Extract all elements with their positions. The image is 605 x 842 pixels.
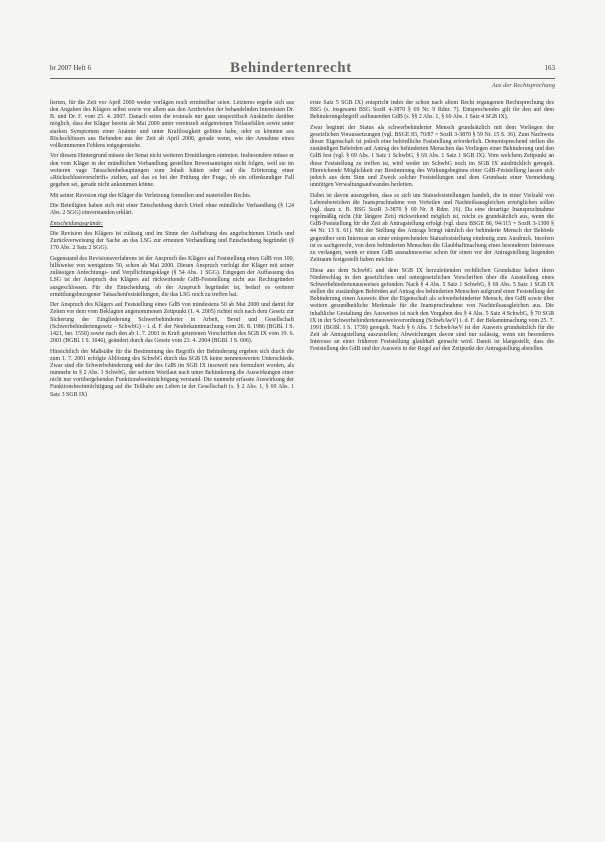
header-rule <box>50 78 555 79</box>
section-title: Aus der Rechtsprechung <box>491 82 555 89</box>
page-number: 163 <box>544 64 555 72</box>
paragraph: Zwar beginnt der Status als schwerbehinderter Mensch grundsätzlich mit dem Vorliegen der gesetzlichen Voraussetzungen (vgl. BSGE 83, 70/87 = SozR 3-3870 § 59 Nr. 15 S. 36). Zum Nachweis dieser Eigenschaft ist jedoch eine behördliche Feststellung erforderlich. Dementsprechend stellen die zuständigen Behörden auf Antrag des behinderten Menschen das Vorliegen einer Behinderung und den GdB fest (vgl. § 69 Abs. 1 Satz 1 SchwbG, § 69 Abs. 1 Satz 1 SGB IX). Vom welchem Zeitpunkt an diese Feststellung zu treffen ist, wird weder im SchwbG noch im SGB IX ausdrücklich geregelt. Hinreichende Möglichkeit zur Bestimmung des Wirkungsbeginns einer GdB-Feststellung lassen sich jedoch aus dem Sinn und Zweck solcher Feststellungen und dem Grundsatz einer Vermeidung unnötigen Verwaltungsaufwandes herleiten. <box>310 124 554 189</box>
paragraph: Dabei ist davon auszugehen, dass es sich um Statusfeststellungen handelt, die in einer Vielzahl von Lebensbereichen die Inanspruchnahme von Vorteilen und Nachteilsausgleichen ermöglichen sollen (vgl. dazu z. B. BSG SozR 3-3870 § 69 Nr. 8 Rdnr. 16). Da eine derartige Inanspruchnahme regelmäßig nicht (für längere Zeit) rückwirkend möglich ist, reicht es grundsätzlich aus, wenn die GdB-Feststellung für die Zeit ab Antragstellung erfolgt (vgl. dazu BSGE 86, 94/115 = SozR 3-1300 § 44 Nr. 13 S. 61). Mit der Stellung des Antrags bringt nämlich der behinderte Mensch der Behörde gegenüber sein Interesse an einer entsprechenden Statusfeststellung eindeutig zum Ausdruck. Insofern ist es sachgerecht, von dem behinderten Menschen die Glaubhaftmachung eines besonderen Interesses zu verlangen, wenn er einen GdB ausnahmsweise schon für einen vor der Antragstellung liegenden Zeitraum festgestellt haben möchte. <box>310 192 554 264</box>
right-column <box>310 100 554 357</box>
paragraph: Die Beteiligten haben sich mit einer Entscheidung durch Urteil ohne mündliche Verhandlung (§ 124 Abs. 2 SGG) einverstanden erklärt. <box>50 203 294 217</box>
paragraph: lierten, für die Zeit vor April 2000 weder vorlägen noch ermittelbar seien. Letzteres ergebe sich aus den Angaben des Klägers selbst sowie vor allem aus den Arztbriefen der behandelnden Internisten Dr. B. und Dr. F. vom 25. 4. 2007. Danach seien die erstmals nur ganz unspezifisch Auskünfte darüber möglich, dass der Kläger bereits ab Mai 2000 unter vereinzelt aufgetretenen Teilausfällen sowie unter starken Symptomen einer Anämie und unter Kraftlosigkeit gelitten habe, oder es könnten aus Rückschlüssen aus Befunden aus der Zeit ab April 2000, gerade wenn, wie der Annahme eines vollkommenen Fehlens entgegenstehe. <box>50 100 294 149</box>
paragraph: erste Satz 5 SGB IX) entspricht indes der schon nach altem Recht ergangenen Rechtsprechung des BSG (s. insgesamt BSG SozR 4-3870 § 69 Nr. 9 Rdnr. 7). Entsprechendes gilt für den auf dem Behinderungsbegriff aufbauenden GdB (s. §§ 2 Abs. 1, § 69 Abs. 1 Satz 4 SGB IX). <box>310 100 554 121</box>
paragraph: Der Anspruch des Klägers auf Feststellung eines GdB von mindestens 50 ab Mai 2000 und damit für Zeiten vor dem vom Beklagten angenommenen Zeitpunkt (1. 4. 2005) richtet sich nach dem Gesetz zur Sicherung der Eingliederung Schwerbehinderter in Arbeit, Beruf und Gesellschaft (Schwerbehindertengesetz – SchwbG) – i. d. F. der Neubekanntmachung vom 26. 8. 1986 (BGBl. I S. 1421, ber. 1550) sowie nach den ab 1. 7. 2001 in Kraft getretenen Vorschriften des SGB IX vom 19. 6. 2001 (BGBl. I S. 1046), geändert durch das Gesetz vom 23. 4. 2004 (BGBl. I S. 606). <box>50 302 294 345</box>
section-heading: Entscheidungsgründe: <box>50 220 104 227</box>
paragraph: Gegenstand des Revisionsverfahrens ist der Anspruch des Klägers auf Feststellung eines GdB von 100, hilfsweise von wenigstens 50, schon ab Mai 2000. Diesen Anspruch verfolgt der Kläger mit seiner zulässigen Anfechtungs- und Verpflichtungsklage (§ 54 Abs. 1 SGG). Entgegen der Auffassung des LSG ist der Anspruch des Klägers auf rückwirkende GdB-Feststellung nicht aus Rechtsgründen ausgeschlossen. Für die Entscheidung, ob der Anspruch begründet ist, bedarf es weiterer ermittlungsbezogener Tatsachenfeststellungen, die das LSG noch zu treffen hat. <box>50 255 294 298</box>
issue-label: br 2007 Heft 6 <box>50 64 92 72</box>
paragraph: Vor diesem Hintergrund müsste der Senat nicht weiteren Ermittlungen eintreten. Insbesondere müsse er den vom Kläger in der mündlichen Verhandlung gestellten Beweisanträgen nicht folgen, weil sie im weiteren vage Tatsachenbehauptungen zum Inhalt hätten oder auf die Erörterung einer »Rückschlussvorschrift« zielten, auf das es bei der Prüfung der Frage, ob ein offenkundiger Fall gegeben sei, gerade nicht ankommen könne. <box>50 153 295 189</box>
journal-title: Behindertenrecht <box>230 60 352 76</box>
paragraph: Hinsichtlich der Maßstäbe für die Bestimmung des Begriffs der Behinderung ergeben sich durch die zum 1. 7. 2001 erfolgte Ablösung des SchwbG durch das SGB IX keine nennenswerten Unterschiede. Zwar sind die Schwerbehinderung und der des GdB im SGB IX insoweit neu formuliert worden, als nunmehr in § 2 Abs. 1 SchwbG, der seinem Wortlaut nach unter Behinderung die Auswirkungen einer nicht nur vorübergehenden Funktionsbeeinträchtigung verstand. Die nunmehr erfasste Auswirkung der Funktionsbeeinträchtigung auf die Teilhabe am Leben in der Gesellschaft (s. § 2 Abs. 1, § 69 Abs. 1 Satz 3 SGB IX) <box>50 348 294 398</box>
paragraph: Die Revision des Klägers ist zulässig und im Sinne der Aufhebung des angefochtenen Urteils und Zurückverweisung der Sache an das LSG zur erneuten Verhandlung und Entscheidung begründet (§ 170 Abs. 2 Satz 2 SGG). <box>50 231 294 252</box>
page-header <box>50 60 555 88</box>
paragraph: Diese aus dem SchwbG und dem SGB IX herzuleitenden rechtlichen Grundsätze haben ihren Niederschlag in den gesetzlichen und untergesetzlichen Vorschriften über die Ausstellung eines Schwerbehindertenausweises gefunden. Nach § 4 Abs. 5 Satz 1 SchwbG, § 69 Abs. 5 Satz 1 SGB IX stellen die zuständigen Behörden auf Antrag des behinderten Menschen aufgrund einer Feststellung der Behinderung einen Ausweis über die Eigenschaft als schwerbehinderter Mensch, den GdB sowie über weitere gesundheitliche Merkmale für die Inanspruchnahme von Nachteilsausgleichen aus. Die inhaltliche Gestaltung des Ausweises ist nach den Vorgaben des § 4 Abs. 5 Satz 4 SchwbG, § 70 SGB IX in der Schwerbehindertenausweisverordnung (SchwbAwV) i. d. F. der Bekanntmachung vom 25. 7. 1991 (BGBl. I S. 1739) geregelt. Nach § 6 Abs. 1 SchwbAwV ist der Ausweis grundsätzlich für die Zeit ab Antragstellung auszustellen; Abweichungen davon sind nur zulässig, wenn ein besonderes Interesse an einer früheren Feststellung glaubhaft gemacht wird. Damit ist klargestellt, dass die Feststellung des GdB und der Ausweis in der Regel auf den Zeitpunkt der Antragstellung abstellen. <box>310 267 554 353</box>
paragraph: Mit seiner Revision rügt der Kläger die Verletzung formellen und materiellen Rechts. <box>50 192 252 199</box>
left-column <box>50 100 294 402</box>
